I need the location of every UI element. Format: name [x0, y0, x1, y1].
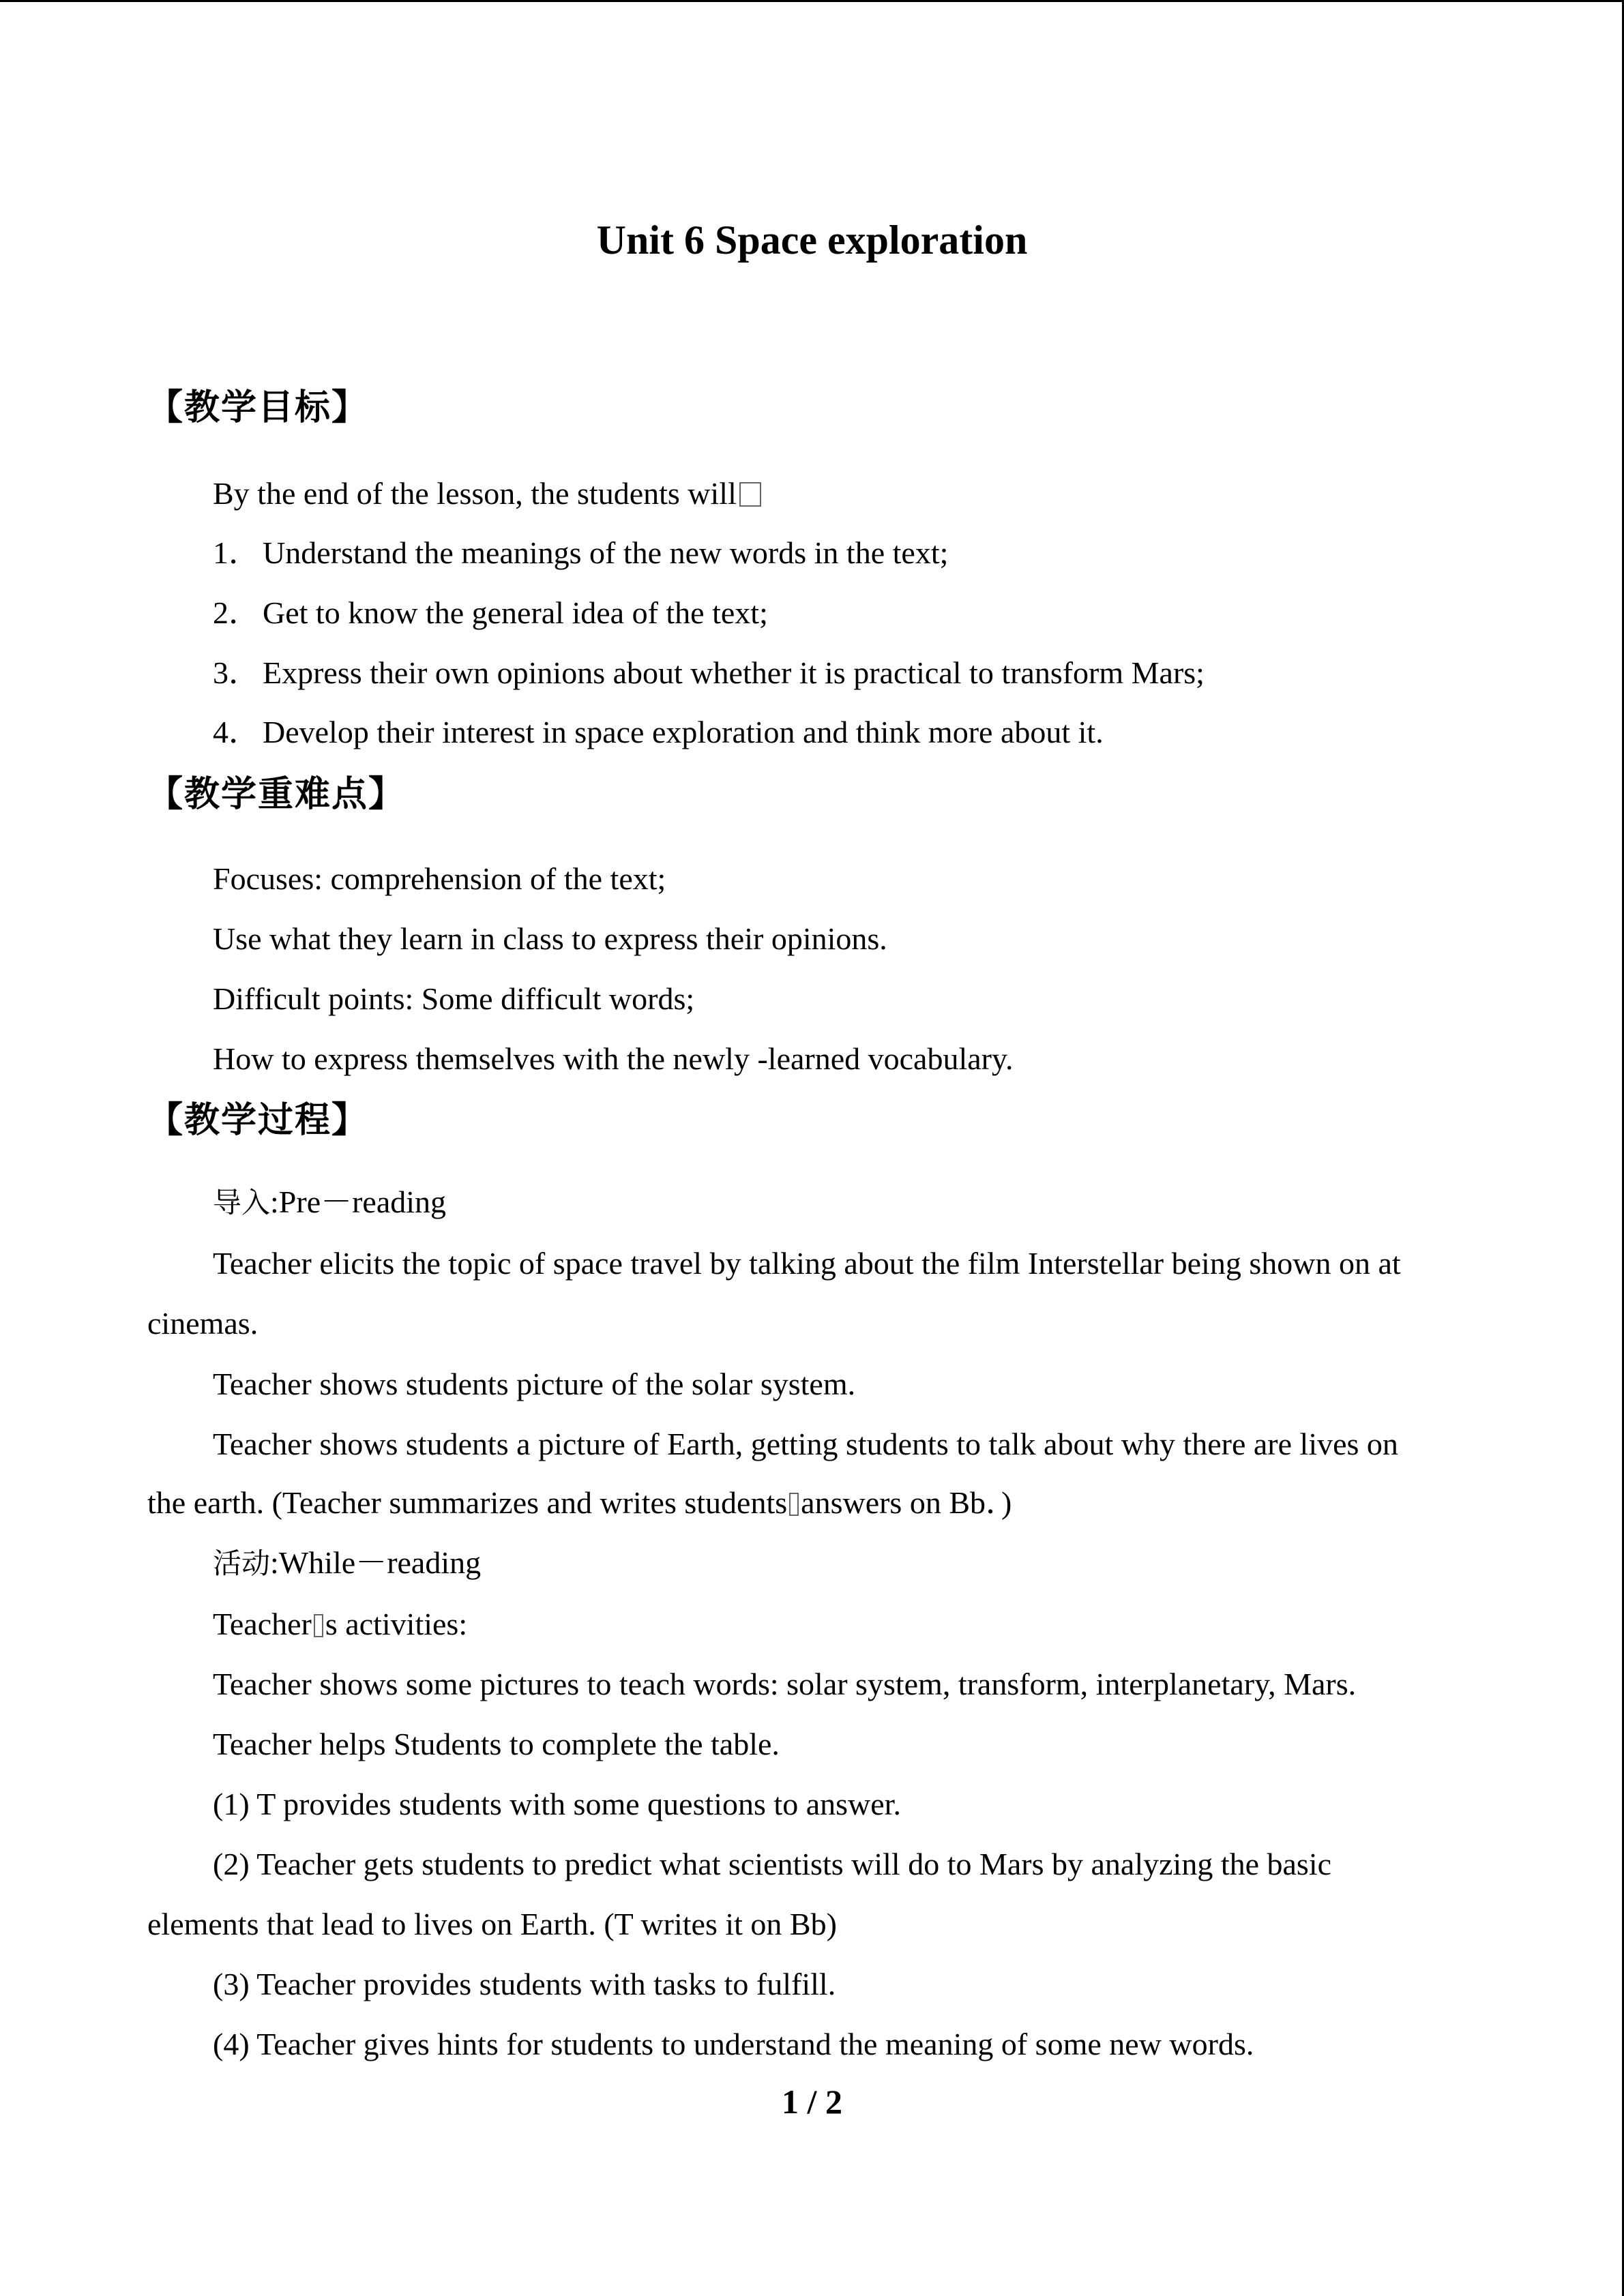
goal-item-text: Get to know the general idea of the text; [263, 595, 768, 630]
goal-item-number: 1． [213, 535, 260, 570]
process-step-3: (3) Teacher provides students with tasks to fulfill. [213, 1967, 836, 2001]
while-reading-cn: 活动 [213, 1547, 271, 1580]
goal-item-number: 2． [213, 595, 260, 630]
document-title: Unit 6 Space exploration [596, 218, 1028, 263]
activities-text-a: Teacher [213, 1607, 312, 1641]
goal-item-4 [213, 712, 1104, 753]
keypoints-line-3: Difficult points: Some difficult words; [213, 981, 695, 1016]
process-step-2-line-2: elements that lead to lives on Earth. (T writes it on Bb) [147, 1907, 837, 1941]
while-reading-label [213, 1542, 481, 1584]
process-step-2-line-1: (2) Teacher gets students to predict what scientists will do to Mars by analyzing the basic [213, 1847, 1332, 1881]
pre-reading-en: :Pre－reading [270, 1184, 447, 1219]
goal-item-text: Express their own opinions about whether it is practical to transform Mars; [263, 655, 1205, 690]
pre-reading-cn: 导入 [213, 1186, 271, 1219]
goal-item-text: Develop their interest in space exploration and think more about it. [263, 715, 1104, 749]
process-paragraph-3-line-2 [147, 1482, 1012, 1523]
keypoints-line-2: Use what they learn in class to express their opinions. [213, 921, 887, 956]
missing-glyph-box [789, 1493, 799, 1516]
section-heading-keypoints: 【教学重难点】 [147, 774, 406, 815]
while-reading-en: :While－reading [270, 1545, 482, 1580]
keypoints-line-4: How to express themselves with the newly -learned vocabulary. [213, 1041, 1014, 1076]
process-paragraph-3-line-1: Teacher shows students a picture of Earth, getting students to talk about why there are lives on [213, 1427, 1398, 1461]
goal-item-3 [213, 653, 1205, 694]
process-paragraph-1-line-1: Teacher elicits the topic of space travel by talking about the film Interstellar being shown on at [213, 1246, 1401, 1281]
goal-item-text: Understand the meanings of the new words in the text; [263, 535, 949, 570]
process-paragraph-1-line-2: cinemas. [147, 1306, 259, 1341]
section-heading-process: 【教学过程】 [147, 1100, 369, 1141]
goal-item-2 [213, 593, 768, 633]
process-step-1: (1) T provides students with some questions to answer. [213, 1787, 901, 1821]
process-step-4: (4) Teacher gives hints for students to understand the meaning of some new words. [213, 2027, 1254, 2061]
process-paragraph-2: Teacher shows students picture of the solar system. [213, 1367, 856, 1401]
page-number: 1 / 2 [782, 2083, 842, 2121]
activities-text-b: s activities: [325, 1607, 468, 1641]
goals-intro-text: By the end of the lesson, the students will [213, 476, 737, 511]
goal-item-1 [213, 533, 948, 573]
missing-glyph-box [314, 1614, 323, 1637]
process-paragraph-3-text-b: answers on Bb．) [801, 1485, 1012, 1520]
goal-item-number: 3． [213, 655, 260, 690]
goals-intro [213, 473, 761, 514]
missing-glyph-box [739, 482, 761, 507]
goal-item-number: 4． [213, 715, 260, 749]
process-paragraph-4: Teacher shows some pictures to teach words: solar system, transform, interplanetary, Mars. [213, 1667, 1357, 1701]
activities-label [213, 1604, 467, 1645]
process-paragraph-5: Teacher helps Students to complete the table. [213, 1727, 780, 1761]
pre-reading-label [213, 1182, 446, 1223]
section-heading-goals: 【教学目标】 [147, 387, 369, 428]
process-paragraph-3-text-a: the earth. (Teacher summarizes and writes students [147, 1485, 788, 1520]
page-top-border [0, 0, 1624, 2]
keypoints-line-1: Focuses: comprehension of the text; [213, 861, 666, 896]
